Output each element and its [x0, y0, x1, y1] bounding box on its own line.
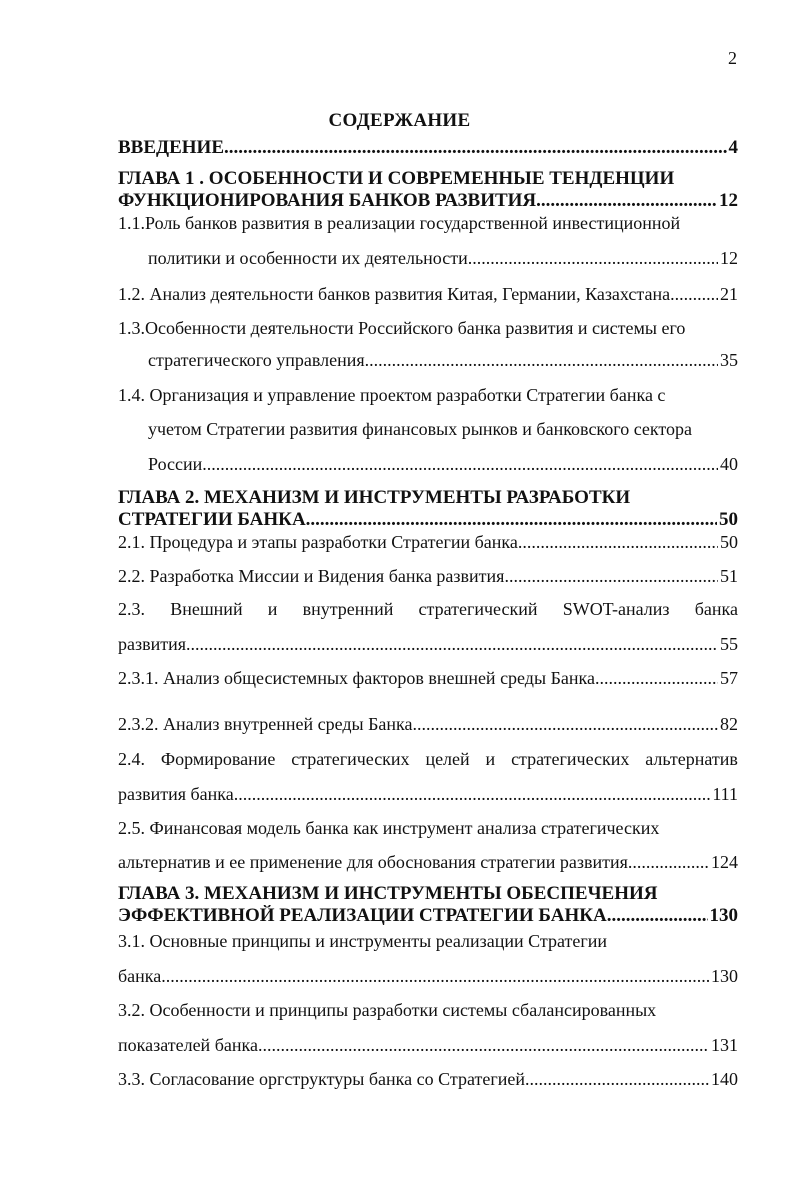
toc-page-number: 51 [720, 566, 738, 586]
toc-entry-3-2-cont [118, 1035, 738, 1056]
page-number: 2 [728, 48, 737, 68]
toc-entry-label: 1.2. Анализ деятельности банков развития Китая, Германии, Казахстана [118, 284, 671, 304]
toc-entry-1-4: 1.4. Организация и управление проектом разработки Стратегии банка с [118, 385, 666, 405]
toc-entry-label: 2.1. Процедура и этапы разработки Стратегии банка [118, 532, 518, 552]
toc-entry-2-2 [118, 566, 738, 587]
toc-word: Формирование [160, 749, 276, 769]
toc-entry-2-3 [118, 599, 738, 620]
toc-entry-label: ЭФФЕКТИВНОЙ РЕАЛИЗАЦИИ СТРАТЕГИИ БАНКА [118, 905, 607, 926]
chapter-3-heading: ГЛАВА 3. МЕХАНИЗМ И ИНСТРУМЕНТЫ ОБЕСПЕЧЕНИЯ [118, 883, 658, 904]
toc-page-number: 55 [720, 634, 738, 654]
toc-entry-1-4-cont2 [148, 454, 738, 475]
toc-page-number: 40 [720, 454, 738, 474]
toc-page-number: 50 [719, 509, 738, 530]
toc-entry-label: ВВЕДЕНИЕ [118, 137, 224, 158]
toc-entry-label: развития банка [118, 784, 234, 804]
toc-entry-1-4-cont: учетом Стратегии развития финансовых рынков и банковского сектора [148, 419, 693, 439]
toc-page-number: 12 [719, 190, 738, 211]
toc-entry-label: России [148, 454, 203, 474]
toc-page-number: 50 [720, 532, 738, 552]
toc-entry-label: стратегического управления [148, 350, 365, 370]
toc-page-number: 35 [720, 350, 738, 370]
toc-word: и [267, 599, 278, 619]
toc-entry-3-1-cont [118, 966, 738, 987]
toc-entry-1-1-cont [148, 248, 738, 269]
chapter-2-heading: ГЛАВА 2. МЕХАНИЗМ И ИНСТРУМЕНТЫ РАЗРАБОТКИ [118, 487, 631, 508]
toc-entry-label: политики и особенности их деятельности [148, 248, 468, 268]
toc-word: SWOT-анализ [562, 599, 670, 619]
toc-page-number: 111 [712, 784, 738, 804]
toc-page-number: 82 [720, 714, 738, 734]
toc-page-number: 124 [711, 852, 738, 872]
toc-word: стратегических [511, 749, 630, 769]
toc-entry-3-1: 3.1. Основные принципы и инструменты реализации Стратегии [118, 931, 608, 951]
toc-entry-3-2: 3.2. Особенности и принципы разработки системы сбалансированных [118, 1000, 657, 1020]
toc-entry-2-3-1 [118, 668, 738, 689]
toc-entry-label: банка [118, 966, 162, 986]
toc-entry-label: ФУНКЦИОНИРОВАНИЯ БАНКОВ РАЗВИТИЯ [118, 190, 537, 211]
toc-page-number: 130 [709, 905, 738, 926]
toc-entry-3-3 [118, 1069, 738, 1090]
toc-entry-2-3-cont [118, 634, 738, 655]
toc-entry-1-2 [118, 284, 738, 305]
toc-entry-label: показателей банка [118, 1035, 258, 1055]
toc-entry-label: 2.3.2. Анализ внутренней среды Банка [118, 714, 413, 734]
toc-entry-1-3-cont [148, 350, 738, 371]
toc-page-number: 131 [711, 1035, 738, 1055]
toc-word: стратегических [291, 749, 410, 769]
toc-entry-introduction [118, 137, 738, 159]
toc-word: банка [694, 599, 738, 619]
toc-word: 2.4. [118, 749, 145, 769]
chapter-1-heading: ГЛАВА 1 . ОСОБЕННОСТИ И СОВРЕМЕННЫЕ ТЕНДЕНЦИИ [118, 168, 675, 189]
toc-page-number: 4 [728, 137, 738, 158]
toc-word: 2.3. [118, 599, 145, 619]
toc-word: Внешний [170, 599, 243, 619]
toc-entry-1-3: 1.3.Особенности деятельности Российского банка развития и системы его [118, 318, 686, 338]
chapter-3-heading-cont [118, 905, 738, 927]
toc-page-number: 12 [720, 248, 738, 268]
toc-word: целей [425, 749, 470, 769]
toc-entry-2-4-cont [118, 784, 738, 805]
toc-page-number: 21 [720, 284, 738, 304]
chapter-1-heading-cont [118, 190, 738, 212]
toc-entry-label: альтернатив и ее применение для обоснования стратегии развития [118, 852, 628, 872]
toc-entry-label: СТРАТЕГИИ БАНКА [118, 509, 306, 530]
toc-entry-label: развития [118, 634, 187, 654]
toc-page-number: 57 [720, 668, 738, 688]
toc-entry-2-4 [118, 749, 738, 770]
toc-entry-1-1: 1.1.Роль банков развития в реализации государственной инвестиционной [118, 213, 681, 233]
toc-page-number: 140 [711, 1069, 738, 1089]
toc-entry-2-5: 2.5. Финансовая модель банка как инструмент анализа стратегических [118, 818, 660, 838]
toc-entry-2-1 [118, 532, 738, 553]
toc-page-number: 130 [711, 966, 738, 986]
contents-title: СОДЕРЖАНИЕ [328, 110, 471, 131]
toc-word: стратегический [418, 599, 538, 619]
chapter-2-heading-cont [118, 509, 738, 531]
toc-entry-2-5-cont [118, 852, 738, 873]
toc-entry-2-3-2 [118, 714, 738, 735]
toc-entry-label: 2.2. Разработка Миссии и Видения банка развития [118, 566, 505, 586]
toc-word: и [485, 749, 496, 769]
toc-word: внутренний [302, 599, 394, 619]
toc-entry-label: 2.3.1. Анализ общесистемных факторов внешней среды Банка [118, 668, 595, 688]
toc-entry-label: 3.3. Согласование оргструктуры банка со Стратегией [118, 1069, 525, 1089]
toc-word: альтернатив [645, 749, 738, 769]
